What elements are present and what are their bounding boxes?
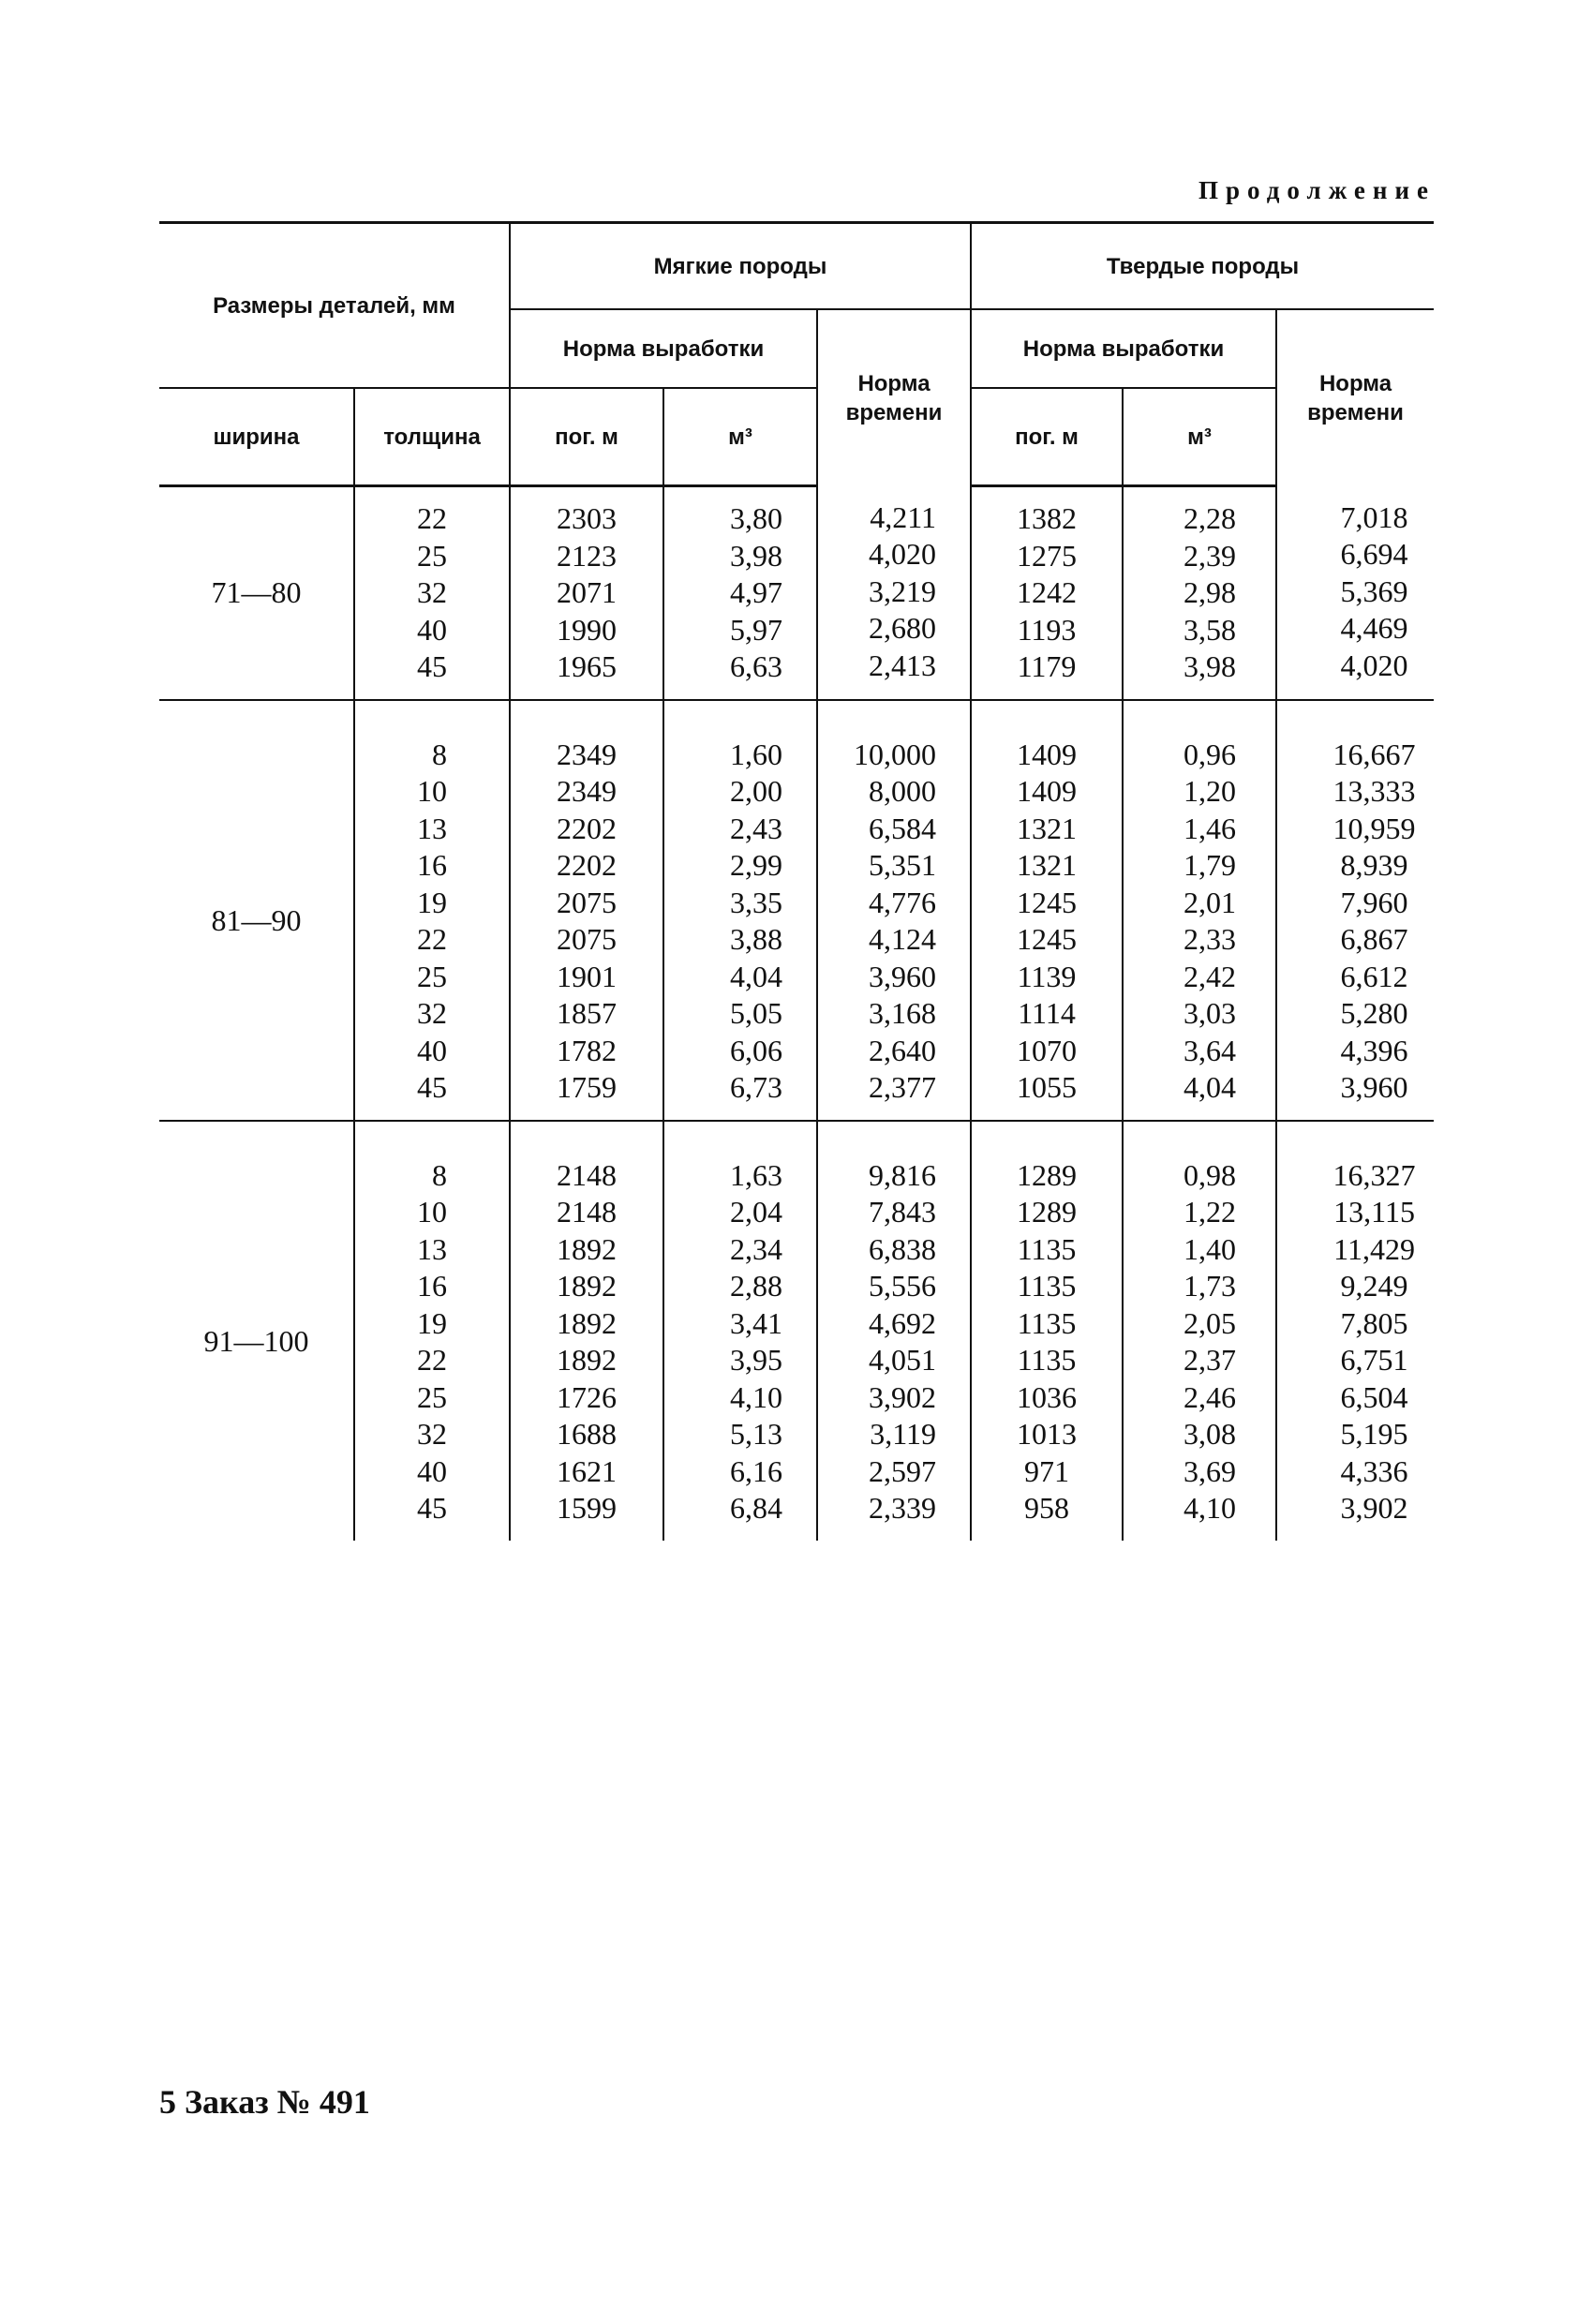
cell-value: 4,469 bbox=[1340, 611, 1408, 645]
cell-value: 32 bbox=[417, 996, 447, 1030]
cell-value: 1289 bbox=[1017, 1195, 1078, 1229]
cell-value: 40 bbox=[417, 1453, 447, 1488]
cell-value: 4,020 bbox=[1340, 648, 1408, 682]
table-header bbox=[159, 223, 1434, 486]
soft-m3-cell bbox=[663, 1121, 817, 1541]
cell-value: 19 bbox=[417, 1305, 447, 1340]
cell-value: 2,01 bbox=[1184, 885, 1237, 919]
cell-value: 2202 bbox=[557, 848, 617, 882]
soft-time-norm-cell bbox=[817, 700, 971, 1121]
cell-value: 6,16 bbox=[730, 1453, 782, 1488]
cell-value: 4,776 bbox=[869, 885, 937, 919]
cell-value: 1782 bbox=[557, 1033, 617, 1067]
cell-value: 2,00 bbox=[730, 774, 782, 808]
cell-value: 1036 bbox=[1017, 1379, 1078, 1414]
cell-value: 1,63 bbox=[730, 1157, 782, 1192]
cell-value: 4,336 bbox=[1340, 1453, 1408, 1488]
cell-value: 5,195 bbox=[1340, 1417, 1408, 1451]
cell-value: 4,124 bbox=[869, 922, 937, 956]
thickness-header: толщина bbox=[354, 388, 510, 486]
cell-value: 2,46 bbox=[1184, 1379, 1237, 1414]
cell-value: 9,816 bbox=[869, 1157, 937, 1192]
soft-linear-m-cell bbox=[510, 486, 663, 700]
cell-value: 25 bbox=[417, 538, 447, 573]
cell-value: 5,369 bbox=[1340, 574, 1408, 608]
cell-value: 1965 bbox=[557, 649, 617, 683]
width-cell: 71—80 bbox=[211, 575, 302, 609]
cell-value: 6,06 bbox=[730, 1033, 782, 1067]
cell-value: 10 bbox=[417, 1195, 447, 1229]
cell-value: 7,805 bbox=[1340, 1305, 1408, 1340]
cell-value: 1,79 bbox=[1184, 848, 1237, 882]
cell-value: 11,429 bbox=[1333, 1231, 1415, 1266]
cell-value: 0,98 bbox=[1184, 1157, 1237, 1192]
cell-value: 16,667 bbox=[1332, 737, 1416, 771]
cell-value: 7,960 bbox=[1340, 885, 1408, 919]
cell-value: 1242 bbox=[1017, 575, 1078, 609]
cell-value: 2,33 bbox=[1184, 922, 1237, 956]
soft-linear-m-header: пог. м bbox=[510, 388, 663, 486]
cell-value: 13,115 bbox=[1333, 1195, 1415, 1229]
cell-value: 5,280 bbox=[1340, 996, 1408, 1030]
cell-value: 2075 bbox=[557, 922, 617, 956]
cell-value: 2071 bbox=[557, 575, 617, 609]
cell-value: 1382 bbox=[1017, 501, 1078, 535]
cell-value: 8 bbox=[432, 737, 447, 771]
continuation-label: Продолжение bbox=[1198, 176, 1436, 204]
hard-linear-m-cell bbox=[971, 700, 1123, 1121]
cell-value: 0,96 bbox=[1184, 737, 1237, 771]
cell-value: 1070 bbox=[1017, 1033, 1078, 1067]
hard-output-norm-header: Норма выработки bbox=[971, 309, 1276, 388]
cell-value: 971 bbox=[1024, 1453, 1070, 1488]
cell-value: 2,640 bbox=[869, 1033, 937, 1067]
cell-value: 1135 bbox=[1017, 1269, 1077, 1303]
cell-value: 6,694 bbox=[1340, 537, 1408, 571]
cell-value: 2,37 bbox=[1184, 1343, 1237, 1377]
hard-m3-cell bbox=[1123, 486, 1276, 700]
cell-value: 6,867 bbox=[1340, 922, 1408, 956]
soft-output-norm-header: Норма выработки bbox=[510, 309, 817, 388]
cell-value: 1245 bbox=[1017, 885, 1078, 919]
cell-value: 1726 bbox=[557, 1379, 617, 1414]
cell-value: 2,377 bbox=[869, 1070, 937, 1104]
cell-value: 4,396 bbox=[1340, 1033, 1408, 1067]
cell-value: 22 bbox=[417, 501, 447, 535]
cell-value: 3,902 bbox=[869, 1379, 937, 1414]
cell-value: 6,504 bbox=[1340, 1379, 1408, 1414]
cell-value: 2,597 bbox=[869, 1453, 937, 1488]
order-footer: 5 Заказ № 491 bbox=[159, 2083, 370, 2121]
hard-wood-header: Твердые породы bbox=[971, 223, 1434, 310]
width-cell: 81—90 bbox=[159, 700, 354, 1121]
cell-value: 1892 bbox=[557, 1343, 617, 1377]
cell-value: 8,939 bbox=[1340, 848, 1408, 882]
cell-value: 8 bbox=[432, 1157, 447, 1192]
cell-value: 1321 bbox=[1017, 848, 1078, 882]
cell-value: 2,43 bbox=[730, 811, 782, 845]
cell-value: 3,98 bbox=[730, 538, 782, 573]
cell-value: 1621 bbox=[557, 1453, 617, 1488]
hard-m3-header: м³ bbox=[1123, 388, 1276, 486]
cell-value: 1139 bbox=[1017, 959, 1077, 993]
cell-value: 25 bbox=[417, 959, 447, 993]
hard-m3-cell bbox=[1123, 1121, 1276, 1541]
cell-value: 5,556 bbox=[869, 1269, 937, 1303]
soft-wood-header: Мягкие породы bbox=[510, 223, 971, 310]
cell-value: 3,219 bbox=[869, 574, 937, 608]
cell-value: 1055 bbox=[1017, 1070, 1078, 1104]
cell-value: 3,119 bbox=[870, 1417, 937, 1451]
cell-value: 7,843 bbox=[869, 1195, 937, 1229]
cell-value: 45 bbox=[417, 1070, 447, 1104]
cell-value: 1135 bbox=[1017, 1305, 1077, 1340]
hard-time-norm-header: Норма времени bbox=[1276, 309, 1434, 486]
cell-value: 6,612 bbox=[1340, 959, 1408, 993]
cell-value: 25 bbox=[417, 1379, 447, 1414]
cell-value: 3,98 bbox=[1184, 649, 1237, 683]
cell-value: 10,000 bbox=[854, 737, 937, 771]
cell-value: 2,99 bbox=[730, 848, 782, 882]
cell-value: 7,018 bbox=[1340, 499, 1408, 534]
table-row bbox=[159, 1121, 1434, 1541]
cell-value: 2349 bbox=[557, 737, 617, 771]
cell-value: 1275 bbox=[1017, 538, 1078, 573]
cell-value: 1759 bbox=[557, 1070, 617, 1104]
cell-value: 2,88 bbox=[730, 1269, 782, 1303]
cell-value: 4,020 bbox=[869, 537, 937, 571]
cell-value: 3,03 bbox=[1184, 996, 1237, 1030]
cell-value: 1409 bbox=[1017, 737, 1078, 771]
cell-value: 3,69 bbox=[1184, 1453, 1237, 1488]
cell-value: 3,35 bbox=[730, 885, 782, 919]
cell-value: 45 bbox=[417, 649, 447, 683]
cell-value: 5,05 bbox=[730, 996, 782, 1030]
cell-value: 1245 bbox=[1017, 922, 1078, 956]
cell-value: 16 bbox=[417, 1269, 447, 1303]
hard-linear-m-cell bbox=[971, 486, 1123, 700]
cell-value: 13,333 bbox=[1332, 774, 1416, 808]
cell-value: 1135 bbox=[1017, 1343, 1077, 1377]
cell-value: 8,000 bbox=[869, 774, 937, 808]
cell-value: 2,34 bbox=[730, 1231, 782, 1266]
hard-time-norm-cell bbox=[1276, 486, 1434, 700]
cell-value: 1,60 bbox=[730, 737, 782, 771]
cell-value: 1321 bbox=[1017, 811, 1078, 845]
soft-m3-cell bbox=[663, 700, 817, 1121]
cell-value: 3,41 bbox=[730, 1305, 782, 1340]
cell-value: 6,63 bbox=[730, 649, 782, 683]
hard-time-norm-cell bbox=[1276, 1121, 1434, 1541]
cell-value: 1857 bbox=[557, 996, 617, 1030]
cell-value: 1,73 bbox=[1184, 1269, 1237, 1303]
thickness-cell bbox=[354, 700, 510, 1121]
cell-value: 1013 bbox=[1017, 1417, 1078, 1451]
cell-value: 4,10 bbox=[1184, 1491, 1237, 1525]
soft-time-norm-cell bbox=[817, 1121, 971, 1541]
cell-value: 19 bbox=[417, 885, 447, 919]
cell-value: 45 bbox=[417, 1491, 447, 1525]
cell-value: 2,680 bbox=[869, 611, 937, 645]
cell-value: 22 bbox=[417, 1343, 447, 1377]
cell-value: 2,98 bbox=[1184, 575, 1237, 609]
thickness-cell bbox=[354, 1121, 510, 1541]
cell-value: 10,959 bbox=[1332, 811, 1416, 845]
cell-value: 16 bbox=[417, 848, 447, 882]
cell-value: 3,64 bbox=[1184, 1033, 1237, 1067]
cell-value: 3,902 bbox=[1340, 1491, 1408, 1525]
cell-value: 1599 bbox=[557, 1491, 617, 1525]
cell-value: 13 bbox=[417, 811, 447, 845]
table-row bbox=[159, 700, 1434, 1121]
cell-value: 3,58 bbox=[1184, 612, 1237, 647]
cell-value: 1901 bbox=[557, 959, 617, 993]
cell-value: 3,08 bbox=[1184, 1417, 1237, 1451]
cell-value: 1179 bbox=[1017, 649, 1077, 683]
cell-value: 5,97 bbox=[730, 612, 782, 647]
width-group bbox=[159, 1121, 1434, 1541]
cell-value: 2,339 bbox=[869, 1491, 937, 1525]
cell-value: 2075 bbox=[557, 885, 617, 919]
cell-value: 40 bbox=[417, 612, 447, 647]
cell-value: 1114 bbox=[1018, 996, 1076, 1030]
cell-value: 3,168 bbox=[869, 996, 937, 1030]
cell-value: 9,249 bbox=[1340, 1269, 1408, 1303]
cell-value: 1409 bbox=[1017, 774, 1078, 808]
cell-value: 3,960 bbox=[1340, 1070, 1408, 1104]
cell-value: 4,051 bbox=[869, 1343, 937, 1377]
cell-value: 13 bbox=[417, 1231, 447, 1266]
cell-value: 6,84 bbox=[730, 1491, 782, 1525]
cell-value: 32 bbox=[417, 1417, 447, 1451]
cell-value: 1892 bbox=[557, 1269, 617, 1303]
cell-value: 2,413 bbox=[869, 648, 937, 682]
width-group bbox=[159, 700, 1434, 1121]
hard-time-norm-cell bbox=[1276, 700, 1434, 1121]
thickness-cell bbox=[354, 486, 510, 700]
dimensions-header: Размеры деталей, мм bbox=[159, 223, 510, 389]
cell-value: 40 bbox=[417, 1033, 447, 1067]
cell-value: 2,42 bbox=[1184, 959, 1237, 993]
cell-value: 1892 bbox=[557, 1305, 617, 1340]
cell-value: 4,10 bbox=[730, 1379, 782, 1414]
cell-value: 32 bbox=[417, 575, 447, 609]
width-group bbox=[159, 486, 1434, 700]
cell-value: 2,04 bbox=[730, 1195, 782, 1229]
cell-value: 2202 bbox=[557, 811, 617, 845]
soft-linear-m-cell bbox=[510, 1121, 663, 1541]
cell-value: 2,05 bbox=[1184, 1305, 1237, 1340]
cell-value: 1135 bbox=[1017, 1231, 1077, 1266]
cell-value: 3,88 bbox=[730, 922, 782, 956]
cell-value: 1,20 bbox=[1184, 774, 1237, 808]
cell-value: 1990 bbox=[557, 612, 617, 647]
cell-value: 5,351 bbox=[869, 848, 937, 882]
cell-value: 4,97 bbox=[730, 575, 782, 609]
cell-value: 6,584 bbox=[869, 811, 937, 845]
hard-linear-m-header: пог. м bbox=[971, 388, 1123, 486]
cell-value: 2349 bbox=[557, 774, 617, 808]
hard-m3-cell bbox=[1123, 700, 1276, 1121]
table-row bbox=[159, 486, 1434, 700]
width-header: ширина bbox=[159, 388, 354, 486]
cell-value: 22 bbox=[417, 922, 447, 956]
norms-table bbox=[159, 221, 1434, 1541]
cell-value: 16,327 bbox=[1332, 1157, 1416, 1192]
cell-value: 1289 bbox=[1017, 1157, 1078, 1192]
cell-value: 4,04 bbox=[730, 959, 782, 993]
soft-time-norm-cell bbox=[817, 486, 971, 700]
cell-value: 6,73 bbox=[730, 1070, 782, 1104]
cell-value: 958 bbox=[1024, 1491, 1070, 1525]
cell-value: 4,692 bbox=[869, 1305, 937, 1340]
cell-value: 2148 bbox=[557, 1157, 617, 1192]
cell-value: 4,211 bbox=[870, 499, 937, 534]
cell-value: 2,39 bbox=[1184, 538, 1237, 573]
cell-value: 6,751 bbox=[1340, 1343, 1408, 1377]
cell-value: 2,28 bbox=[1184, 501, 1237, 535]
cell-value: 6,838 bbox=[869, 1231, 937, 1266]
cell-value: 3,95 bbox=[730, 1343, 782, 1377]
soft-time-norm-header: Норма времени bbox=[817, 309, 971, 486]
cell-value: 3,80 bbox=[730, 501, 782, 535]
cell-value: 1193 bbox=[1017, 612, 1077, 647]
hard-linear-m-cell bbox=[971, 1121, 1123, 1541]
cell-value: 10 bbox=[417, 774, 447, 808]
cell-value: 1,40 bbox=[1184, 1231, 1237, 1266]
width-cell: 91—100 bbox=[159, 1121, 354, 1541]
cell-value: 1688 bbox=[557, 1417, 617, 1451]
cell-value: 2148 bbox=[557, 1195, 617, 1229]
soft-m3-cell bbox=[663, 486, 817, 700]
cell-value: 1892 bbox=[557, 1231, 617, 1266]
cell-value: 3,960 bbox=[869, 959, 937, 993]
soft-m3-header: м³ bbox=[663, 388, 817, 486]
cell-value: 2123 bbox=[557, 538, 617, 573]
cell-value: 4,04 bbox=[1184, 1070, 1237, 1104]
cell-value: 2303 bbox=[557, 501, 617, 535]
cell-value: 1,22 bbox=[1184, 1195, 1237, 1229]
soft-linear-m-cell bbox=[510, 700, 663, 1121]
cell-value: 5,13 bbox=[730, 1417, 782, 1451]
cell-value: 1,46 bbox=[1184, 811, 1237, 845]
